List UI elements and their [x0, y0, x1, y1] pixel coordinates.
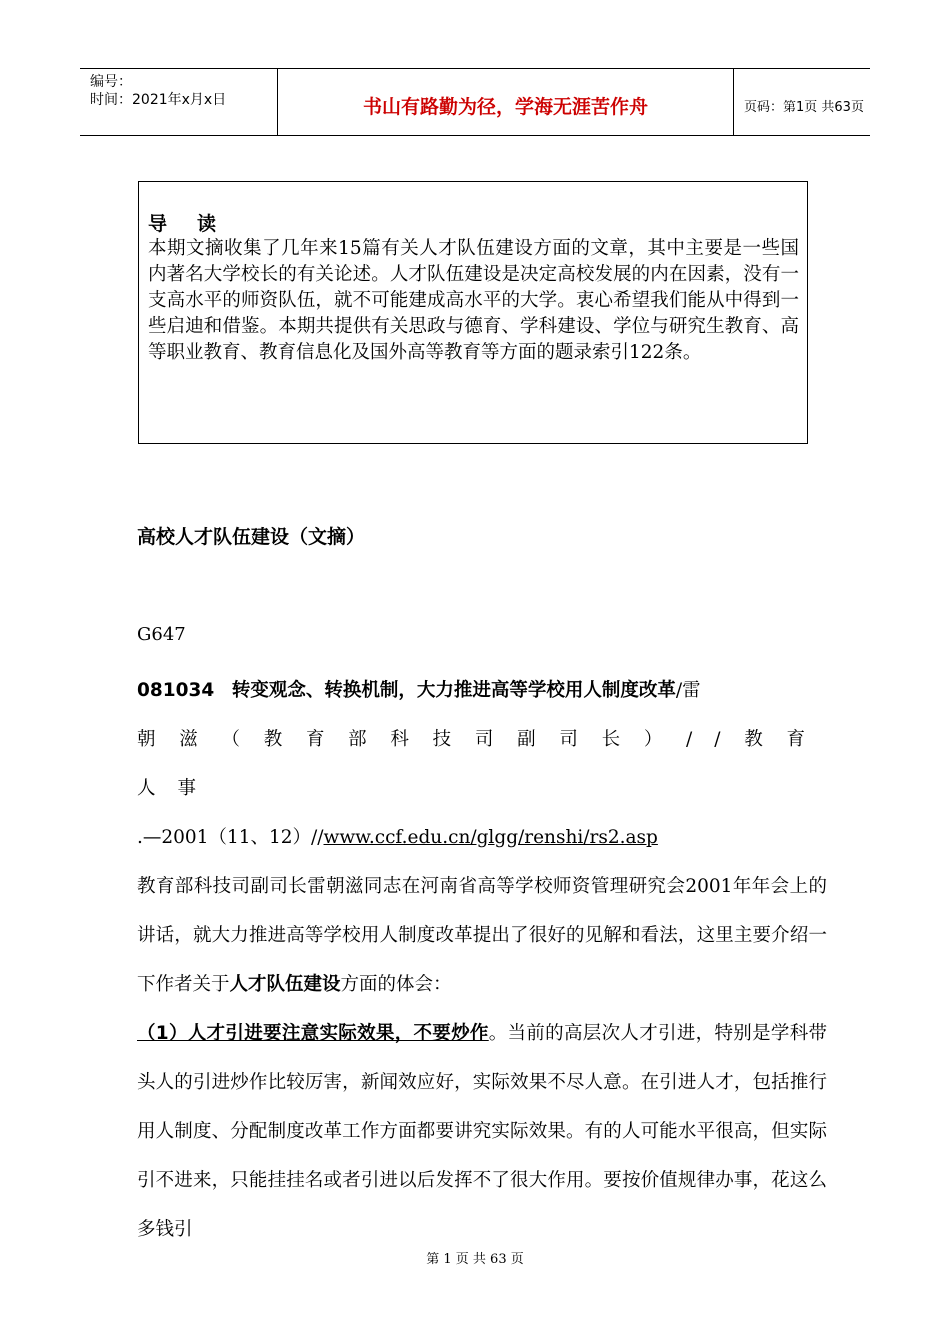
article-id: 081034: [137, 680, 215, 701]
paragraph-1-bold: 人才队伍建设: [229, 974, 341, 995]
source-url[interactable]: www.ccf.edu.cn/glgg/renshi/rs2.asp: [323, 827, 658, 848]
source: .—2001（11、12）//: [137, 827, 324, 848]
time-label: 时间：2021年x月x日: [90, 92, 227, 108]
point-1-title: （1）人才引进要注意实际效果，不要炒作: [137, 1023, 489, 1044]
page-label: 页码：第1页 共63页: [744, 99, 864, 115]
classification-code: G647: [137, 624, 186, 645]
point-1-body: 。当前的高层次人才引进，特别是学科带头人的引进炒作比较厉害，新闻效应好，实际效果不尽人意。在引进人才，包括推行用人制度、分配制度改革工作方面都要讲究实际效果。有的人可能水平很高，但实际引不进来，只能挂挂名或者引进以后发挥不了很大作用。要按价值规律办事，花这么多钱引: [137, 1023, 827, 1240]
source-line: [137, 813, 827, 862]
article-title: 转变观念、转换机制，大力推进高等学校用人制度改革: [231, 680, 676, 701]
author-prefix: /雷: [675, 680, 701, 701]
motto: 书山有路勤为径，学海无涯苦作舟: [278, 69, 734, 135]
point-1: [137, 1009, 827, 1254]
intro-box: [138, 181, 808, 444]
header-table: [80, 68, 870, 136]
number-label: 编号：: [90, 74, 132, 90]
intro-title: 导读: [148, 213, 247, 235]
author-line: 朝滋（教育部科技司副司长）//教育人事: [137, 729, 827, 799]
paragraph-1: [137, 862, 827, 1009]
section-title: 高校人才队伍建设（文摘）: [137, 526, 366, 548]
paragraph-1-text: 教育部科技司副司长雷朝滋同志在河南省高等学校师资管理研究会2001年年会上的讲话，就大力推进高等学校用人制度改革提出了很好的见解和看法，这里主要介绍一下作者关于: [137, 876, 827, 995]
header-meta-cell: [80, 69, 278, 135]
page-footer: 第 1 页 共 63 页: [426, 1252, 524, 1267]
article: [137, 666, 827, 1254]
intro-body: 本期文摘收集了几年来15篇有关人才队伍建设方面的文章，其中主要是一些国内著名大学校长的有关论述。人才队伍建设是决定高校发展的内在因素，没有一支高水平的师资队伍，就不可能建成高水平的大学。衷心希望我们能从中得到一些启迪和借鉴。本期共提供有关思政与德育、学科建设、学位与研究生教育、高等职业教育、教育信息化及国外高等教育等方面的题录索引122条。: [148, 238, 799, 363]
article-heading: [137, 666, 827, 715]
paragraph-1-end: 方面的体会：: [340, 974, 452, 995]
